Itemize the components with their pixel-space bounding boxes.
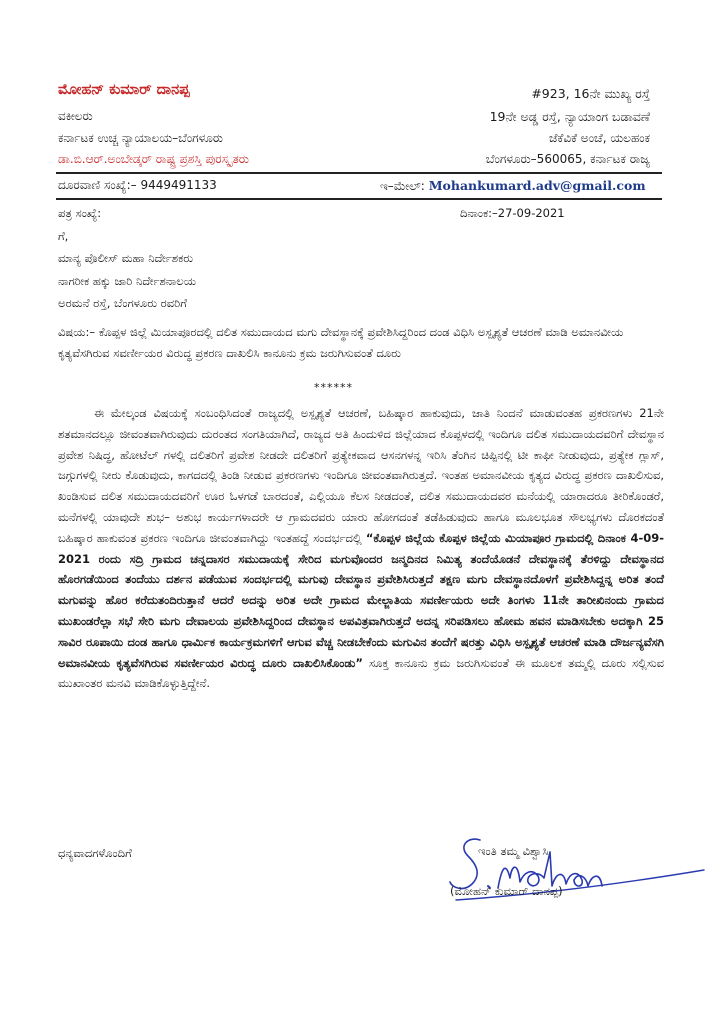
header-divider-top [56,172,662,174]
thanks-line: ಧನ್ಯವಾದಗಳೊಂದಿಗೆ [58,846,132,860]
email-address[interactable]: Mohankumard.adv@gmail.com [428,178,646,193]
body-text-start: ಈ ಮೇಲ್ಕಂಡ ವಿಷಯಕ್ಕೆ ಸಂಬಂಧಿಸಿದಂತೆ ರಾಜ್ಯದಲ್ಲಿ ಅಸ್ಪೃಶ್ಯತೆ ಆಚರಣೆ, ಬಹಿಷ್ಕಾರ ಹಾಕುವುದು, ಜಾತಿ ನಿಂದನೆ ಮಾಡುವಂತಹ ಪ್ರಕರಣಗಳು 21ನೇ ಶತಮಾನದಲ್ಲೂ ಜೀವಂತವಾಗಿರುವುದು ದುರಂತದ ಸಂಗತಿಯಾಗಿದೆ, ರಾಜ್ಯದ ಅತಿ ಹಿಂದುಳಿದ ಜಿಲ್ಲೆಯಾದ ಕೊಪ್ಪಳದಲ್ಲಿ ಇಂದಿಗೂ ದಲಿತ ಸಮುದಾಯದವರಿಗೆ ದೇವಸ್ಥಾನ ಪ್ರವೇಶ ನಿಷಿದ್ಧ, ಹೋಟೆಲ್ ಗಳಲ್ಲಿ ದಲಿತರಿಗೆ ಪ್ರವೇಶ ನೀಡದೇ ದಲಿತರಿಗೆ ಪ್ರತ್ಯೇಕವಾದ ಆಸನಗಳನ್ನ ಇರಿಸಿ ತೆಂಗಿನ ಚಿಪ್ಪಿನಲ್ಲಿ ಟೀ ಕಾಫೀ ನೀಡುವುದು, ಪ್ರತ್ಯೇಕ ಗ್ಲಾಸ್, ಜಗ್ಗುಗಳಲ್ಲಿ ನೀರು ಕೊಡುವುದು, ಕಾಗದದಲ್ಲಿ ತಿಂಡಿ ನೀಡುವ ಪ್ರಕರಣಗಳು ಇಂದಿಗೂ ಜೀವಂತವಾಗಿರುತ್ತದೆ. ಇಂತಹ ಅಮಾನವೀಯ ಕೃತ್ಯದ ವಿರುದ್ಧ ಪ್ರಕರಣ ದಾಖಲಿಸುವ, ಖಂಡಿಸುವ ದಲಿತ ಸಮುದಾಯದವರಿಗೆ ಊರ ಓಳಗಡೆ ಬಾರದಂತೆ, ಎಲ್ಲಿಯೂ ಕೆಲಸ ನೀಡದಂತೆ, ದಲಿತ ಸಮುದಾಯದವರ ಮನೆಯಲ್ಲಿ ಯಾರಾದರೂ ತೀರಿಕೊಂಡರೆ, ಮನೆಗಳಲ್ಲಿ ಯಾವುದೇ ಶುಭ– ಅಶುಭ ಕಾರ್ಯಗಳಾದರೇ ಆ ಗ್ರಾಮದವರು ಯಾರು ಹೋಗದಂತೆ ತಡೆಹಿಡುವುದು ಹಾಗೂ ಮೂಲಭೂತ ಸೌಲಭ್ಯಗಳು ದೊರಕದಂತೆ ಬಹಿಷ್ಕಾರ ಹಾಕುವಂತ ಪ್ರಕರಣ ಇಂದಿಗೂ ಜೀವಂತವಾಗಿದ್ದು ಇಂತಹದ್ದೆ ಸಂದರ್ಭದಲ್ಲಿ [58,406,664,545]
address-line-2: 19ನೇ ಅಡ್ಡ ರಸ್ತೆ, ನ್ಯಾಯಾಂಗ ಬಡಾವಣೆ [489,109,650,124]
address-line-1: #923, 16ನೇ ಮುಖ್ಯ ರಸ್ತೆ [531,86,650,101]
sender-designation: ವಕೀಲರು [58,109,93,123]
sender-name: ಮೋಹನ್ ಕುಮಾರ್ ದಾನಪ್ಪ [58,82,190,98]
signature-stroke-s [450,839,480,888]
recipient-line-1: ಮಾನ್ಯ ಪೊಲೀಸ್ ಮಹಾ ನಿರ್ದೇಶಕರು [58,251,193,265]
phone-line [58,178,217,193]
body-text-highlight: “ಕೊಪ್ಪಳ ಜಿಲ್ಲೆಯ ಕೊಪ್ಪಳ ಜಿಲ್ಲೆಯ ಮಿಯಾಪೂರ ಗ್ರಾಮದಲ್ಲಿ ದಿನಾಂಕ 4-09-2021 ರಂದು ಸದ್ರಿ ಗ್ರಾಮದ ಚನ್ನದಾಸರ ಸಮುದಾಯಕ್ಕೆ ಸೇರಿದ ಮಗುವೊಂದರ ಜನ್ಮದಿನದ ನಿಮಿತ್ಯ ತಂದೆಯೊಡನೆ ದೇವಸ್ಥಾನಕ್ಕೆ ತೆರಳಿದ್ದು ದೇವಸ್ಥಾನದ ಹೊರಗಡೆಯಿಂದ ತಂದೆಯು ದರ್ಶನ ಪಡೆಯುವ ಸಂದರ್ಭದಲ್ಲಿ ಮಗುವು ದೇವಸ್ಥಾನ ಪ್ರವೇಶಿಸಿರುತ್ತದೆ ತಕ್ಷಣ ಮಗು ದೇವಸ್ಥಾನದೊಳಗೆ ಪ್ರವೇಶಿಸಿದ್ದನ್ನ ಅರಿತ ತಂದೆ ಮಗುವನ್ನು ಹೊರ ಕರೆದುತಂದಿರುತ್ತಾನೆ ಆದರೆ ಅದನ್ನು ಅರಿತ ಅದೇ ಗ್ರಾಮದ ಮೇಲ್ಜಾತಿಯ ಸವರ್ಣೀಯರು ಅದೇ ತಿಂಗಳು 11ನೇ ತಾರೀಖಿನಂದು ಗ್ರಾಮದ ಮುಖಂಡರೆಲ್ಲಾ ಸಭೆ ಸೇರಿ ಮಗು ದೇವಾಲಯ ಪ್ರವೇಶಿಸಿದ್ದರಿಂದ ದೇವಸ್ಥಾನ ಅಪವಿತ್ರವಾಗಿರುತ್ತದೆ ಅದನ್ನ ಸರಿಪಡಿಸಲು ಹೋಮ ಹವನ ಮಾಡಿಸಬೇಕು ಅದಕ್ಕಾಗಿ 25 ಸಾವಿರ ರೂಪಾಯಿ ದಂಡ ಹಾಗೂ ಧಾರ್ಮಿಕ ಕಾರ್ಯಕ್ರಮಗಳಿಗೆ ಆಗುವ ವೆಚ್ಚ ನೀಡಬೇಕೆಂದು ಮಗುವಿನ ತಂದೆಗೆ ಷರತ್ತು ವಿಧಿಸಿ ಅಸ್ಪೃಶ್ಯತೆ ಆಚರಣೆ ಮಾಡಿ ದೌರ್ಜನ್ಯವೆಸಗಿ ಅಮಾನವೀಯ ಕೃತ್ಯವೆಸಗಿರುವ ಸವರ್ಣೀಯರ ವಿರುದ್ಧ ದೂರು ದಾಖಲಿಸಿಕೊಂಡು” [58,530,664,670]
subject-line: ವಿಷಯ:– ಕೊಪ್ಪಳ ಜಿಲ್ಲೆ ಮಿಯಾಪೂರದಲ್ಲಿ ದಲಿತ ಸಮುದಾಯದ ಮಗು ದೇವಸ್ಥಾನಕ್ಕೆ ಪ್ರವೇಶಿಸಿದ್ದರಿಂದ ದಂಡ ವಿಧಿಸಿ ಅಸ್ಪೃಶ್ಯತೆ ಆಚರಣೆ ಮಾಡಿ ಅಮಾನವೀಯ ಕೃತ್ಯವೆಸಗಿರುವ ಸವರ್ಣೀಯರ ವಿರುದ್ಧ ಪ್ರಕರಣ ದಾಖಲಿಸಿ ಕಾನೂನು ಕ್ರಮ ಜರುಗಿಸುವಂತೆ ದೂರು [58,325,624,360]
email-line [380,178,646,194]
phone-label: ದೂರವಾಣಿ ಸಂಖ್ಯೆ:– [58,178,137,192]
letter-body [58,403,664,694]
letter-date: ದಿನಾಂಕ:–27-09-2021 [460,206,565,220]
recipient-line-3: ಅರಮನೆ ರಸ್ತೆ, ಬೆಂಗಳೂರು ರವರಿಗೆ [58,296,187,310]
email-label: ಇ–ಮೇಲ್: [380,179,425,193]
header-divider-bottom [56,198,662,200]
reference-number-label: ಪತ್ರ ಸಂಖ್ಯೆ: [58,206,102,220]
separator-stars: ****** [314,381,353,394]
phone-number: 9449491133 [140,178,217,192]
recipient-line-2: ನಾಗರೀಕ ಹಕ್ಕು ಜಾರಿ ನಿರ್ದೇಶನಾಲಯ [58,274,197,288]
signature-stroke-mohan [498,852,602,888]
sender-court: ಕರ್ನಾಟಕ ಉಚ್ಚ ನ್ಯಾಯಾಲಯ–ಬೆಂಗಳೂರು [58,131,223,145]
sender-award: ಡಾ.ಬಿ.ಆರ್.ಅಂಬೇಡ್ಕರ್ ರಾಷ್ಟ್ರ ಪ್ರಶಸ್ತಿ ಪುರಸ್ಕೃತರು [58,152,249,166]
address-line-3: ಜೆಕೆವಿಕೆ ಅಂಚೆ, ಯಲಹಂಕ [548,131,650,145]
address-line-4: ಬೆಂಗಳೂರು–560065, ಕರ್ನಾಟಕ ರಾಜ್ಯ [485,152,650,166]
signature-image [446,826,708,912]
signer-name: (ಮೋಹನ್ ಕುಮಾರ್ ದಾನಪ್ಪ) [450,884,563,898]
salutation-to: ಗೆ, [58,229,69,243]
closing-line: ಇಂತಿ ತಮ್ಮ ವಿಶ್ವಾಸಿ [478,844,549,858]
body-text-end: ಸೂಕ್ತ ಕಾನೂನು ಕ್ರಮ ಜರುಗಿಸುವಂತೆ ಈ ಮೂಲಕ ತಮ್ಮಲ್ಲಿ ದೂರು ಸಲ್ಲಿಸುವ ಮುಖಾಂತರ ಮನವಿ ಮಾಡಿಕೊಳ್ಳುತ್ತಿದ್ದೇನೆ. [58,655,664,691]
